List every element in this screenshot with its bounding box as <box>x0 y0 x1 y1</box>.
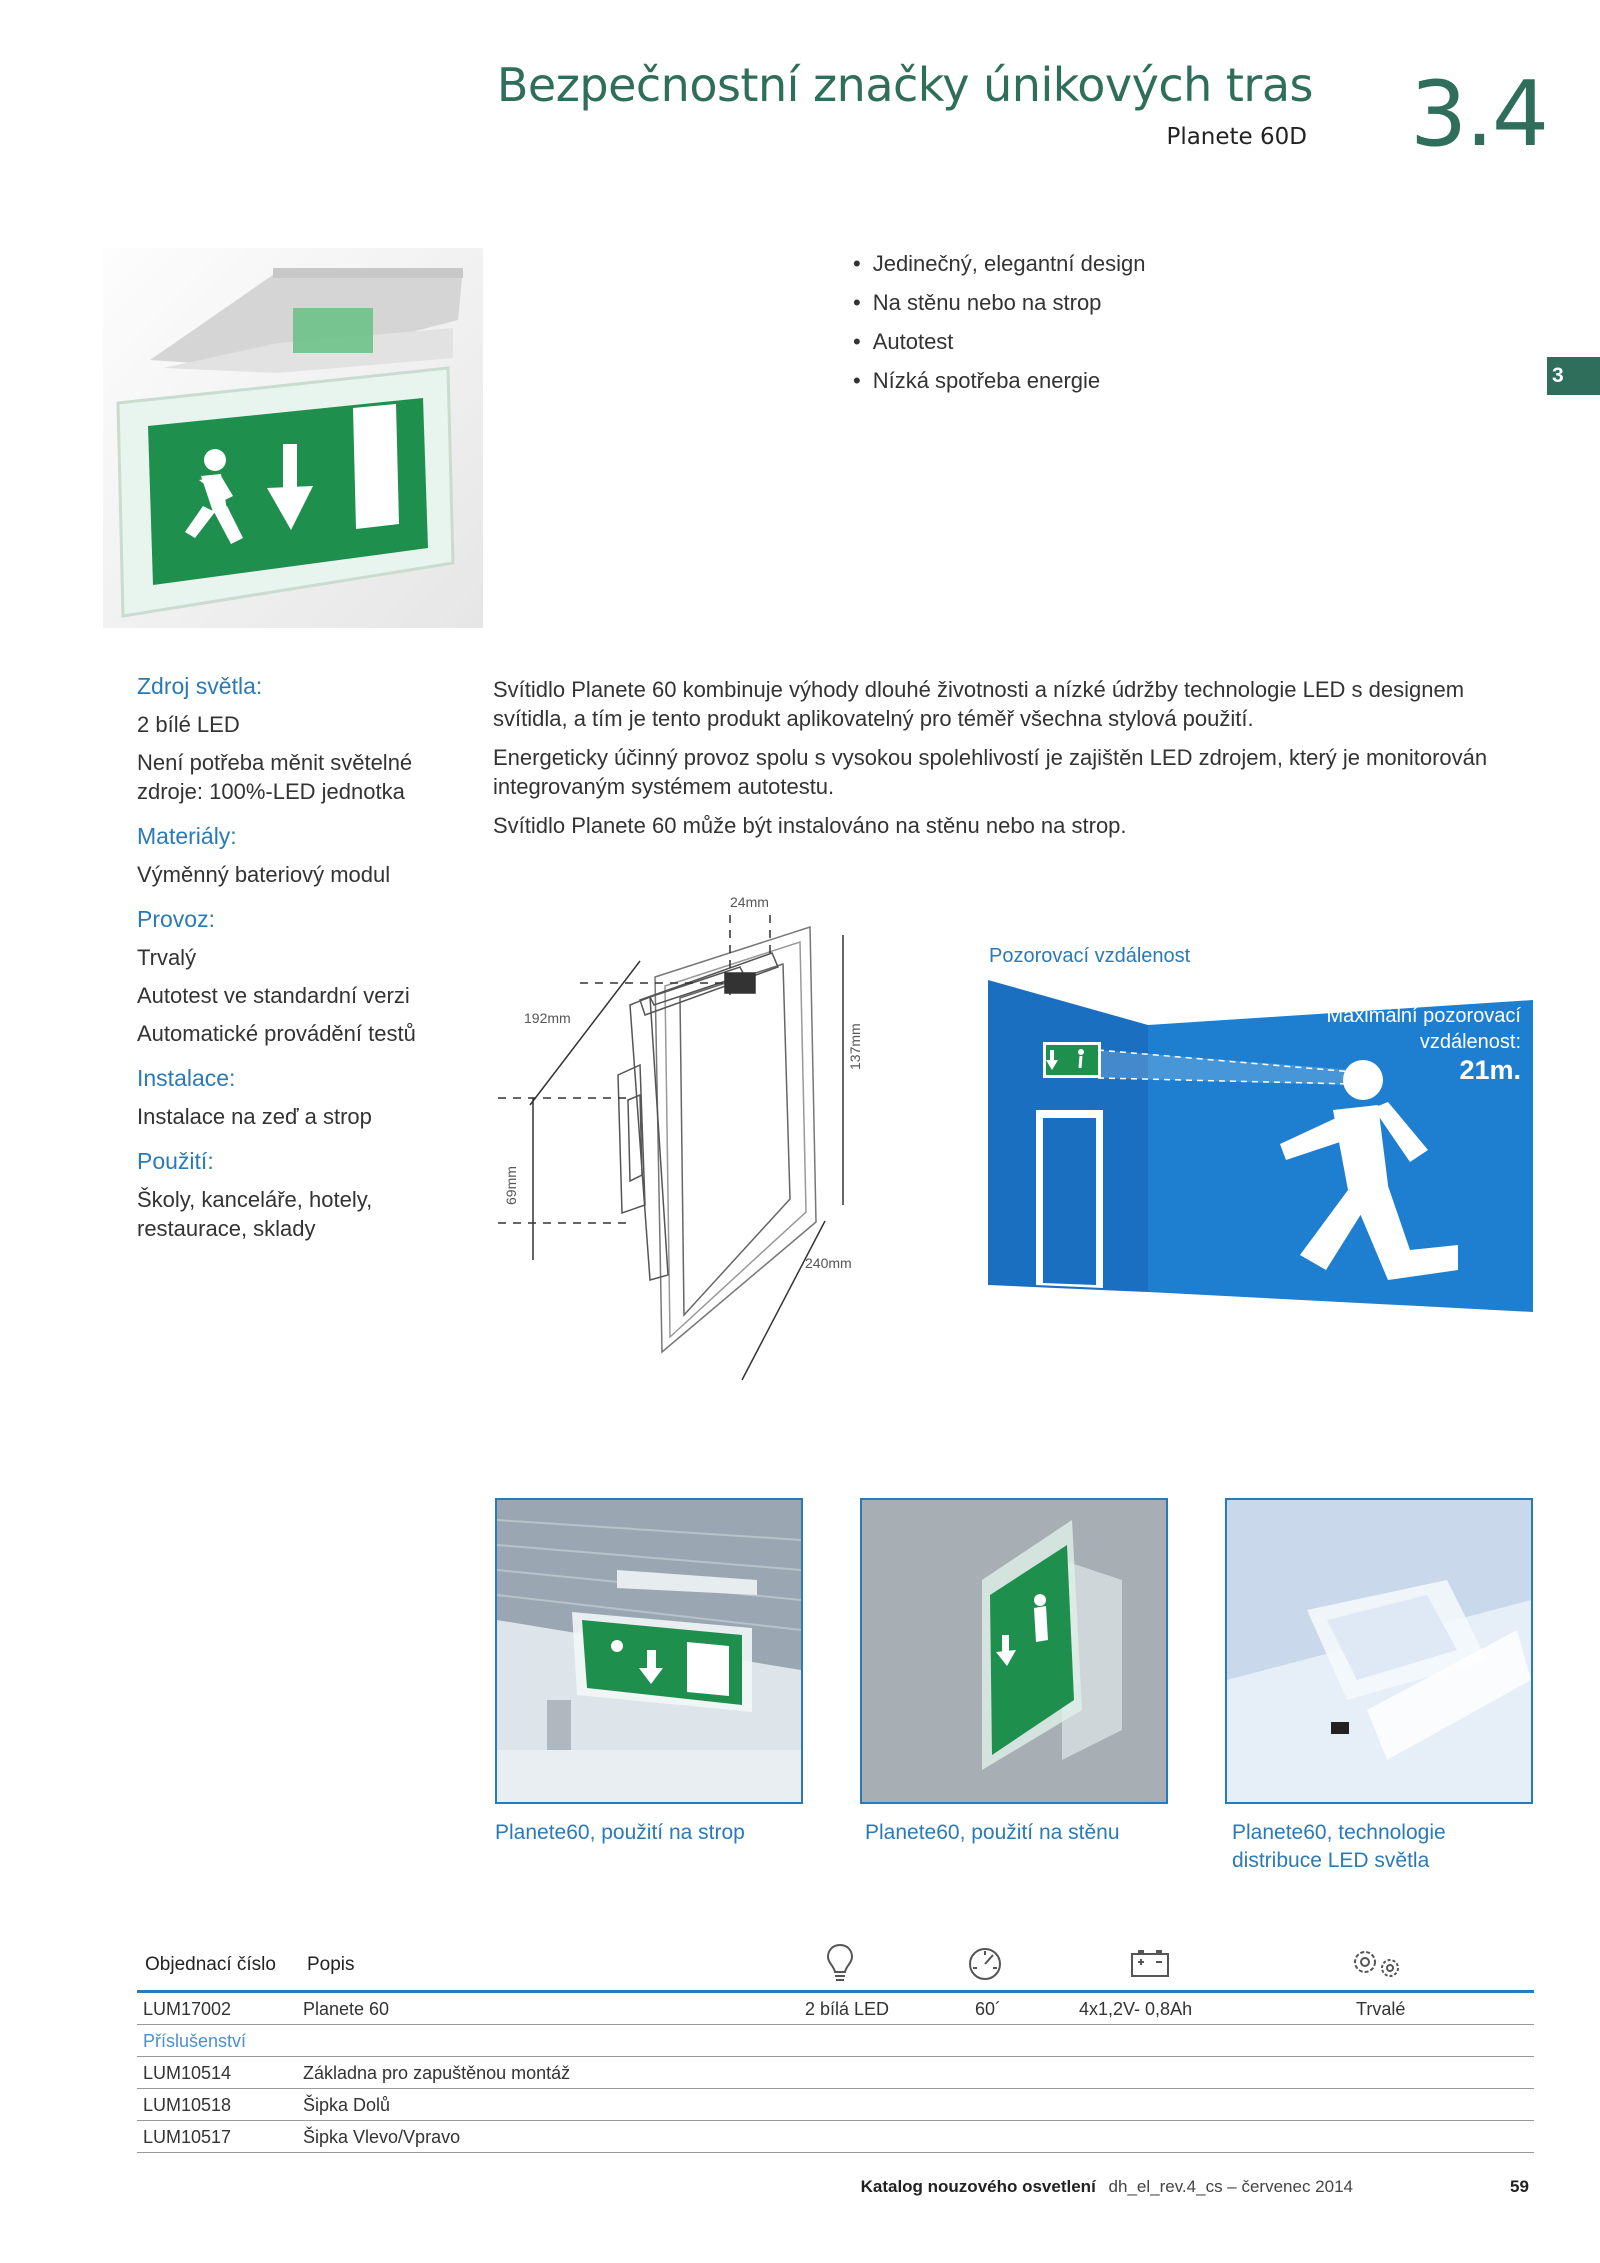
product-description <box>493 675 1533 850</box>
materials-value: Výměnný bateriový modul <box>137 862 391 887</box>
dim-240mm: 240mm <box>805 1255 852 1271</box>
operation-value: Trvalý <box>137 945 197 970</box>
usage-value: Školy, kanceláře, hotely, restaurace, sklady <box>137 1187 373 1241</box>
section-number: 3.4 <box>1410 62 1548 167</box>
photo-caption: Planete60, technologie <box>1232 1821 1446 1844</box>
feature-item: • Nízká spotřeba energie <box>853 368 1145 407</box>
footer-rev: dh_el_rev.4_cs – červenec 2014 <box>1108 2177 1353 2196</box>
order-desc: Šipka Vlevo/Vpravo <box>303 2127 461 2147</box>
page-title: Bezpečnostní značky únikových tras <box>496 58 1313 112</box>
order-battery: 4x1,2V- 0,8Ah <box>1079 1999 1193 2019</box>
specs-column <box>137 673 457 1243</box>
order-desc: Šipka Dolů <box>303 2095 391 2115</box>
dim-192mm: 192mm <box>524 1010 571 1026</box>
materials-label: Materiály: <box>137 823 237 849</box>
footer-catalog: Katalog nouzového osvetlení <box>860 2177 1096 2196</box>
viewing-text-line1: Maximální pozorovací <box>1326 1005 1521 1027</box>
viewing-illustration <box>988 980 1533 1312</box>
product-subtitle: Planete 60D <box>1166 124 1307 150</box>
operation-value: Automatické provádění testů <box>137 1021 416 1046</box>
feature-item: • Jedinečný, elegantní design <box>853 251 1145 290</box>
lightbulb-icon <box>825 1942 855 1987</box>
feature-item: • Na stěnu nebo na strop <box>853 290 1145 329</box>
order-code: LUM10514 <box>143 2063 232 2083</box>
col-order-header: Objednací číslo <box>145 1954 276 1975</box>
col-desc-header: Popis <box>307 1954 355 1975</box>
description-paragraph: Svítidlo Planete 60 může být instalováno na stěnu nebo na strop. <box>493 813 1127 838</box>
feature-item: • Autotest <box>853 329 1145 368</box>
order-code: LUM10518 <box>143 2095 232 2115</box>
features-list <box>853 251 1145 407</box>
dim-24mm: 24mm <box>730 894 769 910</box>
dim-137mm: 137mm <box>847 1023 863 1070</box>
operation-value: Autotest ve standardní verzi <box>137 983 410 1008</box>
gauge-icon <box>967 1946 1003 1987</box>
table-row <box>137 2025 1534 2057</box>
page-number: 59 <box>1510 2177 1529 2196</box>
table-row <box>137 2121 1534 2153</box>
table-row <box>137 1993 1534 2025</box>
installation-value: Instalace na zeď a strop <box>137 1104 372 1129</box>
photo-ceiling-use <box>495 1498 803 1804</box>
order-desc: Základna pro zapuštěnou montáž <box>303 2063 571 2083</box>
usage-label: Použití: <box>137 1148 214 1174</box>
light-source-value: Není potřeba měnit světelné zdroje: 100%-LED jednotka <box>137 750 413 804</box>
order-desc: Planete 60 <box>303 1999 390 2019</box>
order-table-wrapper <box>137 1938 1534 2153</box>
table-header <box>137 1938 1534 1993</box>
photo-caption: Planete60, použití na stěnu <box>865 1821 1120 1844</box>
description-paragraph: Energeticky účinný provoz spolu s vysokou spolehlivostí je zajištěn LED zdrojem, který je monitorován integrovaným systémem autotestu. <box>493 745 1488 799</box>
dim-69mm: 69mm <box>503 1166 519 1205</box>
battery-icon <box>1130 1948 1170 1983</box>
product-image <box>103 248 483 628</box>
chapter-tab[interactable]: 3 <box>1547 357 1600 395</box>
photo-caption: Planete60, použití na strop <box>495 1821 745 1844</box>
footer <box>861 2177 1353 2197</box>
light-source-value: 2 bílé LED <box>137 712 240 737</box>
photo-caption: distribuce LED světla <box>1232 1849 1430 1872</box>
accessories-label: Příslušenství <box>143 2031 247 2051</box>
order-time: 60´ <box>975 1999 1002 2019</box>
order-code: LUM17002 <box>143 1999 232 2019</box>
photo-wall-use <box>860 1498 1168 1804</box>
order-code: LUM10517 <box>143 2127 232 2147</box>
operation-label: Provoz: <box>137 906 215 932</box>
viewing-heading: Pozorovací vzdálenost <box>989 945 1191 967</box>
dimension-drawing <box>480 885 880 1385</box>
order-mode: Trvalé <box>1356 1999 1406 2019</box>
gears-icon <box>1347 1944 1407 1987</box>
photo-led-technology <box>1225 1498 1533 1804</box>
installation-label: Instalace: <box>137 1065 236 1091</box>
order-light: 2 bílá LED <box>805 1999 890 2019</box>
viewing-distance: 21m. <box>1459 1055 1521 1085</box>
light-source-label: Zdroj světla: <box>137 673 263 699</box>
viewing-text-line2: vzdálenost: <box>1419 1031 1521 1053</box>
table-row <box>137 2089 1534 2121</box>
table-row <box>137 2057 1534 2089</box>
description-paragraph: Svítidlo Planete 60 kombinuje výhody dlouhé životnosti a nízké údržby technologie LED s designem svítidla, a tím je tento produkt aplikovatelný pro téměř všechna stylová použití. <box>493 677 1465 731</box>
